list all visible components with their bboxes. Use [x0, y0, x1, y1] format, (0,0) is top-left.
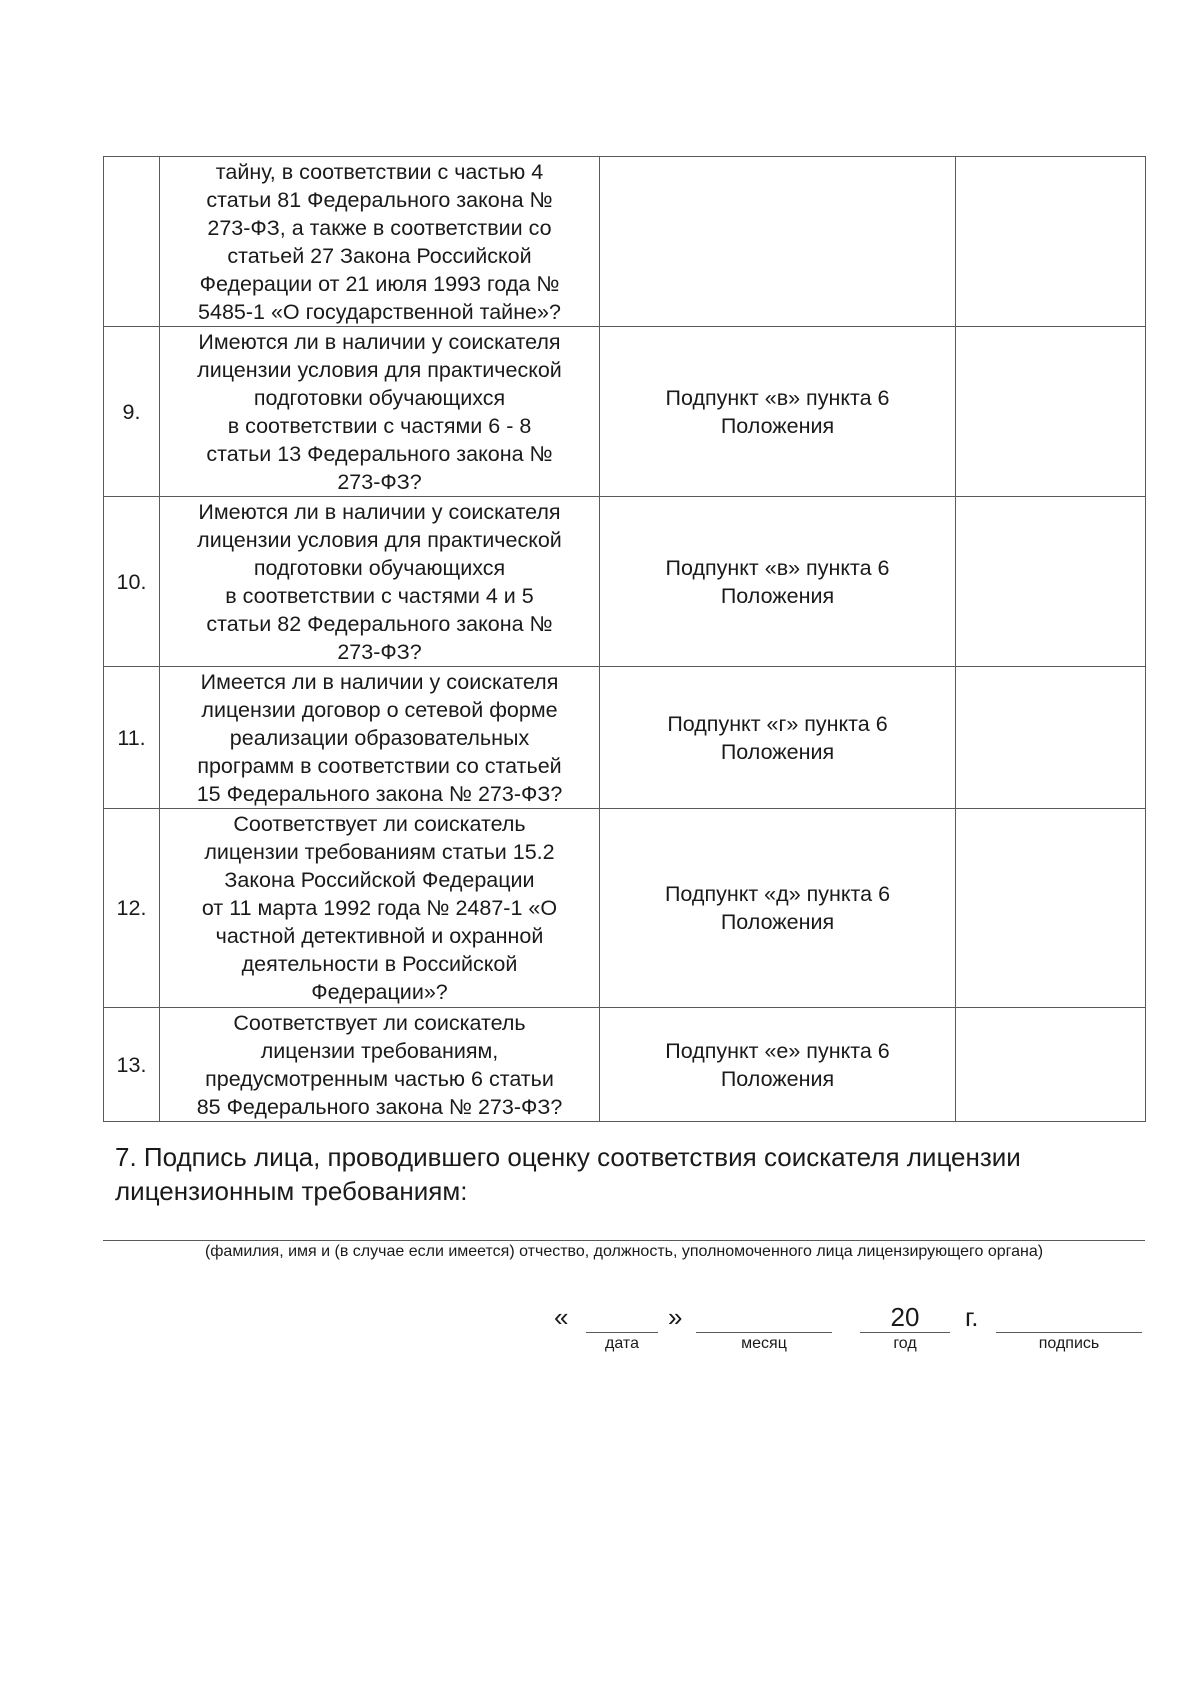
row-number: 11.: [104, 667, 160, 809]
day-label: дата: [605, 1335, 639, 1352]
question-cell: тайну, в соответствии с частью 4 статьи 81 Федерального закона № 273-ФЗ, а также в соответствии со статьей 27 Закона Российской Федерации от 21 июля 1993 года № 5485-1 «О государственной тайне»?: [160, 157, 600, 327]
day-field[interactable]: [586, 1302, 658, 1333]
question-cell: Имеются ли в наличии у соискателя лицензии условия для практической подготовки обучающихся в соответствии с частями 4 и 5 статьи 82 Федерального закона № 273-ФЗ?: [160, 497, 600, 667]
row-number: 13.: [104, 1008, 160, 1122]
reference-cell: Подпункт «е» пункта 6 Положения: [600, 1008, 956, 1122]
table-row: [104, 327, 1146, 497]
open-quote: «: [554, 1302, 569, 1332]
year-label: год: [893, 1335, 917, 1352]
table-row: [104, 497, 1146, 667]
year-field[interactable]: [860, 1302, 950, 1333]
question-cell: Соответствует ли соискатель лицензии требованиям, предусмотренным частью 6 статьи 85 Федерального закона № 273-ФЗ?: [160, 1008, 600, 1122]
result-cell: [956, 157, 1146, 327]
row-number: 12.: [104, 809, 160, 1008]
requirements-table: [103, 156, 1146, 1122]
row-number: [104, 157, 160, 327]
reference-cell: Подпункт «в» пункта 6 Положения: [600, 497, 956, 667]
row-number: 10.: [104, 497, 160, 667]
year-suffix: г.: [965, 1302, 979, 1332]
table-row: [104, 809, 1146, 1008]
year-prefix: 20: [890, 1302, 920, 1332]
reference-cell: Подпункт «д» пункта 6 Положения: [600, 809, 956, 1008]
table-row: [104, 667, 1146, 809]
reference-cell: Подпункт «в» пункта 6 Положения: [600, 327, 956, 497]
table-row: [104, 157, 1146, 327]
signature-caption: (фамилия, имя и (в случае если имеется) отчество, должность, уполномоченного лица лицензирующего органа): [204, 1243, 1044, 1260]
result-cell: [956, 1008, 1146, 1122]
signature-field[interactable]: [996, 1302, 1142, 1333]
result-cell: [956, 809, 1146, 1008]
result-cell: [956, 327, 1146, 497]
reference-cell: [600, 157, 956, 327]
question-cell: Соответствует ли соискатель лицензии требованиям статьи 15.2 Закона Российской Федерации от 11 марта 1992 года № 2487-1 «О частной детективной и охранной деятельности в Российской Федерации»?: [160, 809, 600, 1008]
question-cell: Имеется ли в наличии у соискателя лицензии договор о сетевой форме реализации образовательных программ в соответствии со статьей 15 Федерального закона № 273-ФЗ?: [160, 667, 600, 809]
signature-label: подпись: [1038, 1335, 1100, 1352]
table-row: [104, 1008, 1146, 1122]
section-title: 7. Подпись лица, проводившего оценку соответствия соискателя лицензии лицензионным требованиям:: [115, 1142, 1021, 1206]
close-quote: »: [668, 1302, 683, 1332]
result-cell: [956, 497, 1146, 667]
month-label: месяц: [741, 1335, 787, 1352]
row-number: 9.: [104, 327, 160, 497]
result-cell: [956, 667, 1146, 809]
signature-line[interactable]: [103, 1240, 1145, 1241]
reference-cell: Подпункт «г» пункта 6 Положения: [600, 667, 956, 809]
month-field[interactable]: [696, 1302, 832, 1333]
question-cell: Имеются ли в наличии у соискателя лицензии условия для практической подготовки обучающихся в соответствии с частями 6 - 8 статьи 13 Федерального закона № 273-ФЗ?: [160, 327, 600, 497]
